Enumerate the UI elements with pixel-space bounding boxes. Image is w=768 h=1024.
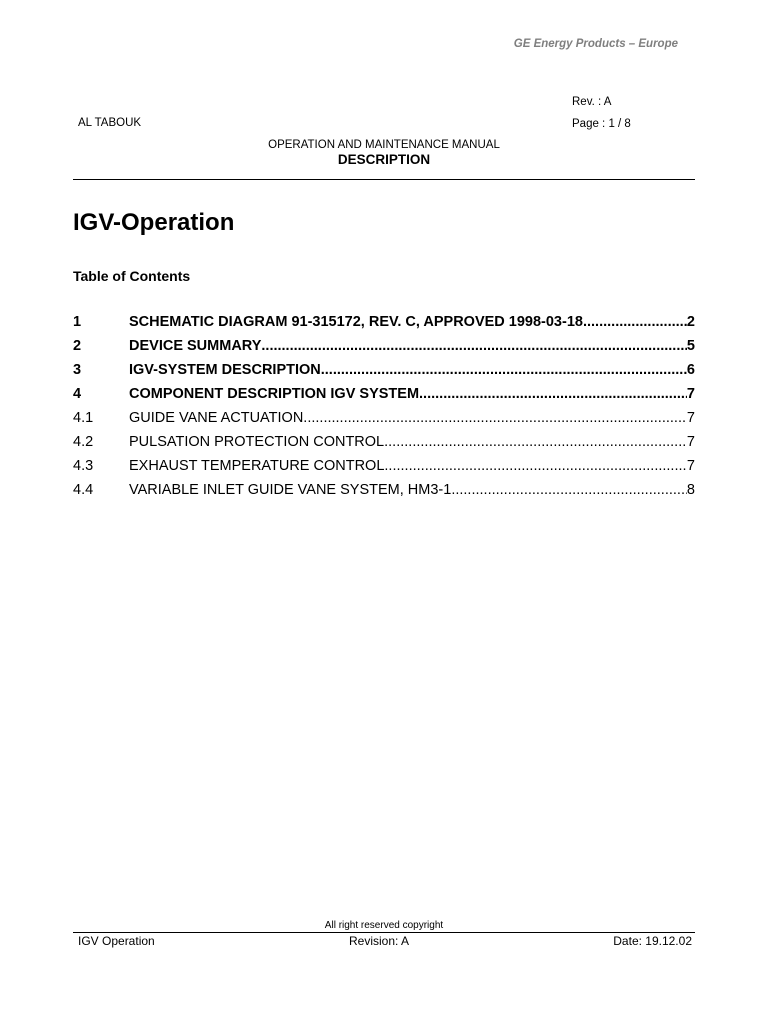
toc-entry[interactable] [73,458,695,482]
toc-entry-title: SCHEMATIC DIAGRAM 91-315172, REV. C, APPROVED 1998-03-18 [129,314,583,330]
toc-entry-title: EXHAUST TEMPERATURE CONTROL [129,458,385,474]
toc-entry-title: IGV-SYSTEM DESCRIPTION [129,362,321,378]
toc-entry-number: 4.2 [73,434,94,450]
toc-entry[interactable] [73,314,695,338]
toc-heading: Table of Contents [73,268,191,284]
toc-entry-number: 4 [73,386,82,402]
toc-entry[interactable] [73,482,695,506]
toc-entry-page: 8 [686,482,695,498]
toc-leader-dots [384,458,687,474]
section-title: DESCRIPTION [337,152,431,167]
page-number: Page : 1 / 8 [572,118,631,130]
manual-title: OPERATION AND MAINTENANCE MANUAL [268,139,500,151]
toc-entry[interactable] [73,338,695,362]
toc-entry[interactable] [73,410,695,434]
copyright-notice: All right reserved copyright [324,920,444,931]
table-of-contents [73,314,695,506]
header-divider [73,179,695,180]
toc-entry-page: 7 [686,410,695,426]
toc-entry-title: COMPONENT DESCRIPTION IGV SYSTEM [129,386,420,402]
footer-date: Date: 19.12.02 [613,934,692,948]
toc-entry-number: 4.1 [73,410,94,426]
toc-entry-title: VARIABLE INLET GUIDE VANE SYSTEM, HM3-1 [129,482,452,498]
toc-entry-page: 6 [686,362,695,378]
toc-entry-page: 5 [686,338,695,354]
toc-entry-number: 3 [73,362,82,378]
toc-entry-number: 4.3 [73,458,94,474]
toc-entry-title: DEVICE SUMMARY [129,338,262,354]
toc-leader-dots [419,386,687,402]
site-name: AL TABOUK [78,117,142,129]
toc-entry[interactable] [73,362,695,386]
document-title: IGV-Operation [73,209,235,236]
footer-revision: Revision: A [348,934,410,948]
toc-entry-number: 4.4 [73,482,94,498]
toc-leader-dots [303,410,687,426]
toc-leader-dots [321,362,687,378]
toc-entry[interactable] [73,386,695,410]
toc-leader-dots [384,434,687,450]
company-name: GE Energy Products – Europe [513,38,678,50]
toc-entry-page: 7 [686,386,695,402]
toc-leader-dots [451,482,687,498]
toc-entry-page: 7 [686,458,695,474]
toc-entry-page: 2 [686,314,695,330]
footer-divider [73,932,695,933]
toc-entry-title: GUIDE VANE ACTUATION [129,410,304,426]
footer-document-name: IGV Operation [78,934,155,948]
toc-leader-dots [261,338,687,354]
revision-label: Rev. : A [572,96,612,108]
toc-entry[interactable] [73,434,695,458]
toc-entry-number: 1 [73,314,82,330]
toc-entry-title: PULSATION PROTECTION CONTROL [129,434,385,450]
toc-entry-number: 2 [73,338,82,354]
toc-leader-dots [583,314,687,330]
toc-entry-page: 7 [686,434,695,450]
